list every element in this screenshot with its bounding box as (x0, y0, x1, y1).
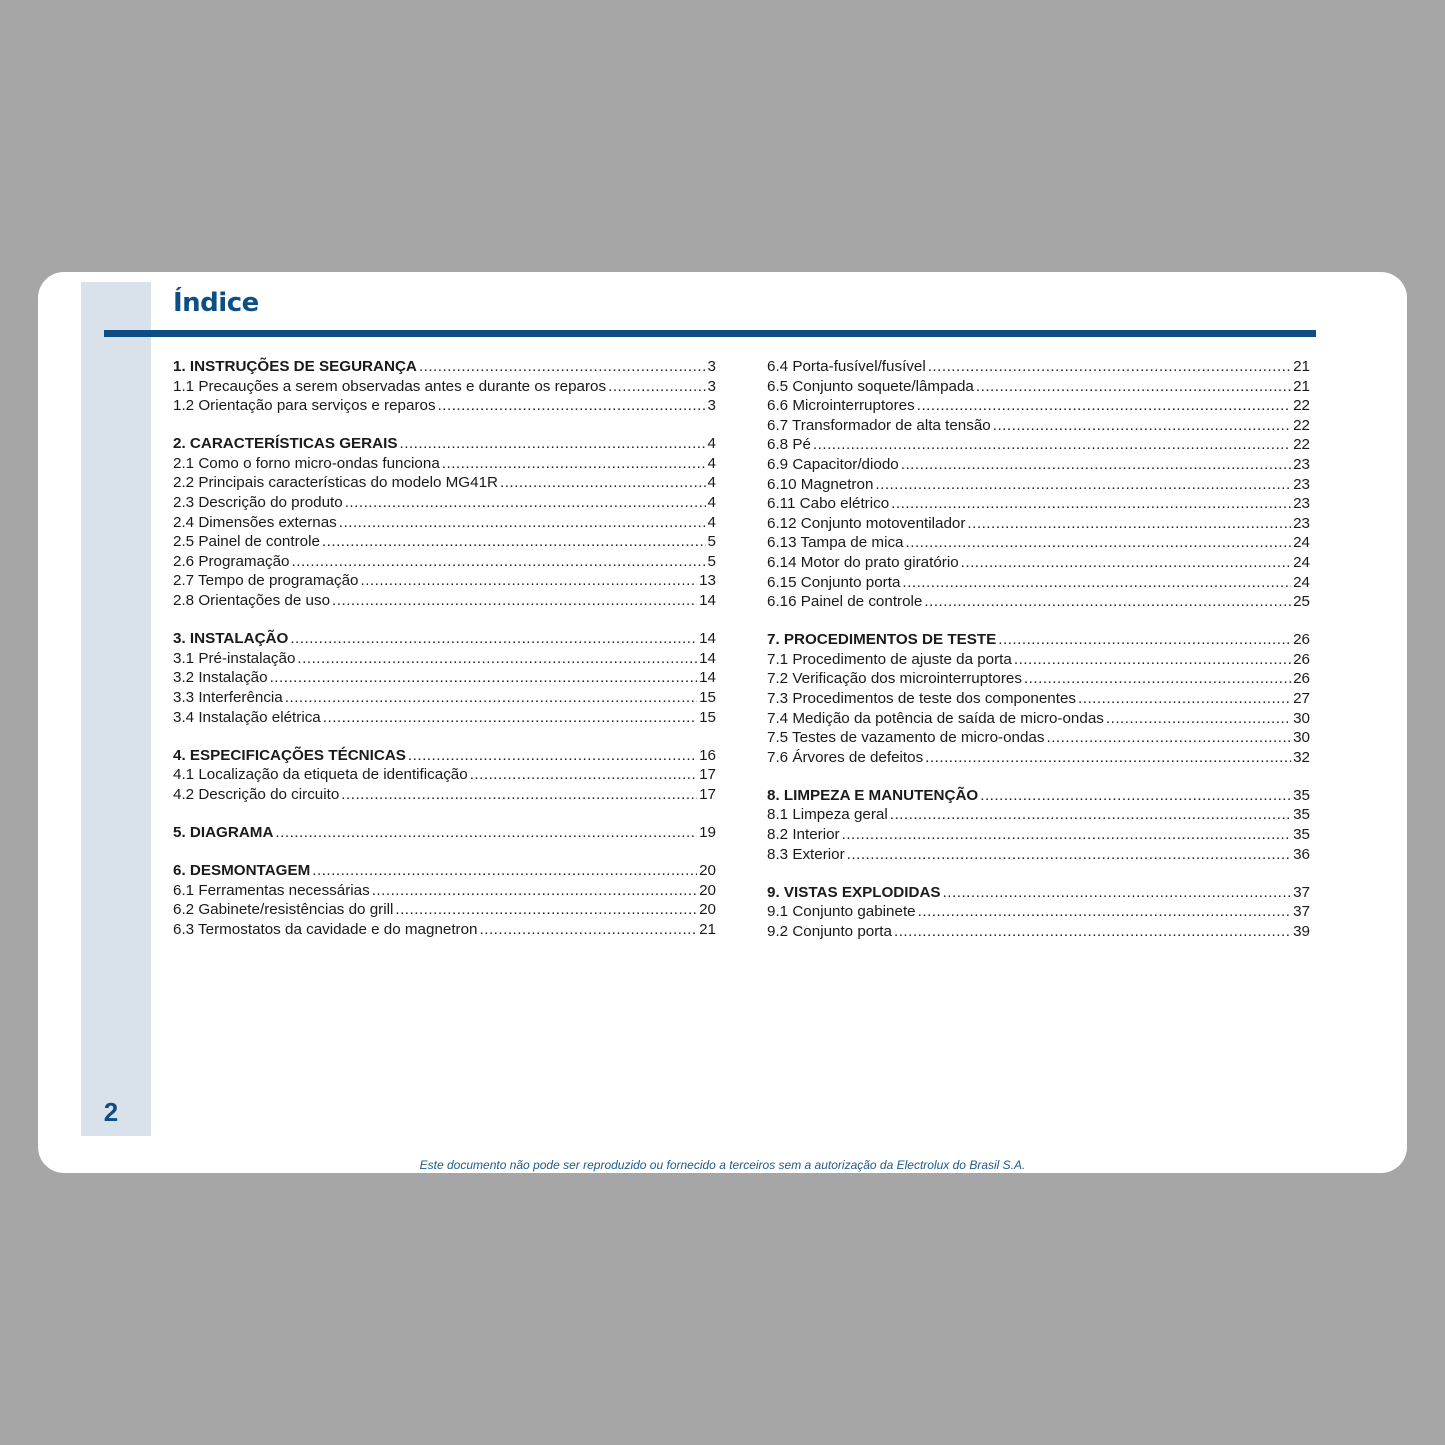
toc-section (767, 358, 1310, 613)
copyright-footer: Este documento não pode ser reproduzido ou fornecido a terceiros sem a autorização da Electrolux do Brasil S.A. (419, 1158, 1026, 1172)
dot-leader (906, 534, 1292, 551)
toc-page-number: 4 (707, 474, 716, 492)
toc-entry-label: 1. INSTRUÇÕES DE SEGURANÇA (173, 358, 417, 375)
toc-page-number: 17 (699, 785, 716, 803)
toc-page-number: 20 (699, 861, 716, 879)
toc-entry-label: 6.3 Termostatos da cavidade e do magnetron (173, 920, 478, 938)
toc-entry[interactable] (767, 495, 1310, 515)
toc-section (767, 787, 1310, 865)
dot-leader (442, 455, 706, 472)
toc-entry-label: 9. VISTAS EXPLODIDAS (767, 883, 941, 901)
toc-page-number: 17 (699, 766, 716, 784)
toc-entry-label: 6.2 Gabinete/resistências do grill (173, 901, 394, 919)
dot-leader (976, 378, 1291, 395)
toc-entry[interactable] (767, 417, 1310, 437)
toc-page-number: 24 (1293, 534, 1310, 552)
toc-entry[interactable] (173, 514, 716, 534)
toc-entry-label: 2. CARACTERÍSTICAS GERAIS (173, 435, 398, 453)
dot-leader (332, 592, 697, 609)
page-number: 2 (103, 1097, 119, 1127)
toc-entry[interactable] (767, 554, 1310, 574)
toc-section (173, 862, 716, 940)
toc-entry-label: 2.3 Descrição do produto (173, 494, 343, 512)
toc-entry[interactable] (173, 455, 716, 475)
dot-leader (813, 436, 1291, 453)
toc-page-number: 23 (1293, 475, 1310, 493)
toc-page-number: 30 (1293, 709, 1310, 727)
toc-entry[interactable] (173, 882, 716, 902)
toc-page-number: 23 (1293, 495, 1310, 513)
toc-heading[interactable] (173, 358, 716, 378)
toc-entry-label: 9.1 Conjunto gabinete (767, 903, 916, 921)
toc-entry-label: 8.3 Exterior (767, 845, 845, 863)
page-margin-band (81, 282, 151, 1136)
dot-leader (339, 514, 706, 531)
toc-page-number: 35 (1293, 786, 1310, 804)
toc-entry[interactable] (767, 806, 1310, 826)
dot-leader (360, 572, 697, 589)
toc-page-number: 13 (699, 572, 716, 590)
dot-leader (290, 630, 697, 647)
toc-entry[interactable] (173, 474, 716, 494)
toc-entry-label: 6.15 Conjunto porta (767, 573, 901, 591)
toc-page-number: 23 (1293, 455, 1310, 473)
toc-page-number: 26 (1293, 670, 1310, 688)
toc-entry[interactable] (173, 921, 716, 941)
toc-entry[interactable] (173, 709, 716, 729)
toc-page-number: 23 (1293, 514, 1310, 532)
toc-entry[interactable] (173, 669, 716, 689)
toc-page-number: 22 (1293, 416, 1310, 434)
dot-leader (891, 495, 1291, 512)
toc-entry-label: 6.4 Porta-fusível/fusível (767, 358, 926, 375)
dot-leader (967, 515, 1291, 532)
toc-entry-label: 6.12 Conjunto motoventilador (767, 514, 966, 532)
toc-page-number: 20 (699, 901, 716, 919)
toc-entry[interactable] (173, 766, 716, 786)
toc-entry[interactable] (767, 903, 1310, 923)
toc-page-number: 15 (699, 708, 716, 726)
toc-entry-label: 1.1 Precauções a serem observadas antes e durante os reparos (173, 377, 607, 395)
toc-entry[interactable] (173, 786, 716, 806)
dot-leader (1024, 670, 1291, 687)
toc-entry[interactable] (767, 670, 1310, 690)
toc-entry[interactable] (767, 710, 1310, 730)
toc-page-number: 14 (699, 649, 716, 667)
toc-entry-label: 7.6 Árvores de defeitos (767, 748, 924, 766)
toc-entry-label: 2.1 Como o forno micro-ondas funciona (173, 454, 440, 472)
toc-entry-label: 1.2 Orientação para serviços e reparos (173, 397, 436, 415)
toc-page-number: 3 (707, 377, 716, 395)
toc-page-number: 21 (1293, 377, 1310, 395)
toc-entry-label: 4.2 Descrição do circuito (173, 785, 340, 803)
toc-entry[interactable] (767, 378, 1310, 398)
toc-entry[interactable] (767, 690, 1310, 710)
toc-entry-label: 7.4 Medição da potência de saída de micro-ondas (767, 709, 1104, 727)
dot-leader (918, 903, 1291, 920)
dot-leader (1106, 710, 1291, 727)
dot-leader (917, 397, 1291, 414)
dot-leader (894, 923, 1291, 940)
toc-entry[interactable] (767, 846, 1310, 866)
toc-entry[interactable] (173, 378, 716, 398)
toc-entry-label: 8.1 Limpeza geral (767, 806, 888, 824)
toc-section (173, 747, 716, 806)
dot-leader (924, 593, 1291, 610)
toc-heading[interactable] (767, 631, 1310, 651)
toc-entry-label: 4.1 Localização da etiqueta de identificação (173, 766, 468, 784)
toc-column-left (173, 358, 716, 959)
toc-entry-label: 2.8 Orientações de uso (173, 592, 331, 610)
toc-entry-label: 6.11 Cabo elétrico (767, 495, 890, 513)
toc-entry-label: 2.4 Dimensões externas (173, 513, 337, 531)
toc-entry-label: 7.3 Procedimentos de teste dos componentes (767, 690, 1077, 707)
toc-entry-label: 3.2 Instalação (173, 669, 268, 687)
toc-entry[interactable] (767, 826, 1310, 846)
toc-page-number: 4 (707, 494, 716, 512)
toc-page-number: 14 (699, 592, 716, 610)
toc-page-number: 16 (699, 746, 716, 764)
toc-entry[interactable] (173, 553, 716, 573)
toc-section (767, 884, 1310, 943)
dot-leader (998, 631, 1291, 648)
dot-leader (312, 862, 697, 879)
dot-leader (842, 826, 1291, 843)
toc-page-number: 24 (1293, 573, 1310, 591)
toc-page-number: 21 (699, 920, 716, 938)
dot-leader (285, 689, 697, 706)
dot-leader (322, 533, 706, 550)
dot-leader (399, 435, 705, 452)
dot-leader (608, 378, 705, 395)
dot-leader (1014, 651, 1291, 668)
toc-entry-label: 3.3 Interferência (173, 688, 283, 706)
toc-page-number: 3 (707, 358, 716, 375)
toc-entry-label: 6. DESMONTAGEM (173, 861, 311, 879)
toc-page-number: 37 (1293, 903, 1310, 921)
toc-heading[interactable] (173, 862, 716, 882)
toc-heading[interactable] (173, 824, 716, 844)
dot-leader (372, 882, 697, 899)
toc-page-number: 39 (1293, 922, 1310, 940)
dot-leader (875, 476, 1291, 493)
toc-page-number: 21 (1293, 358, 1310, 375)
toc-entry[interactable] (767, 534, 1310, 554)
toc-page-number: 26 (1293, 650, 1310, 668)
toc-entry[interactable] (767, 436, 1310, 456)
toc-entry-label: 6.13 Tampa de mica (767, 534, 904, 552)
toc-entry[interactable] (173, 494, 716, 514)
toc-page-number: 35 (1293, 806, 1310, 824)
toc-page-number: 22 (1293, 397, 1310, 415)
toc-section (173, 630, 716, 728)
title-divider (104, 330, 1316, 337)
toc-entry-label: 7. PROCEDIMENTOS DE TESTE (767, 631, 997, 649)
toc-page-number: 5 (707, 552, 716, 570)
toc-entry-label: 5. DIAGRAMA (173, 823, 274, 841)
document-page (38, 272, 1407, 1173)
toc-page-number: 15 (699, 688, 716, 706)
toc-entry[interactable] (767, 749, 1310, 769)
toc-entry-label: 6.6 Microinterruptores (767, 397, 915, 415)
toc-page-number: 5 (707, 533, 716, 551)
dot-leader (1046, 729, 1291, 746)
dot-leader (438, 397, 706, 414)
dot-leader (980, 787, 1291, 804)
toc-page-number: 24 (1293, 553, 1310, 571)
toc-entry-label: 6.8 Pé (767, 436, 811, 454)
dot-leader (925, 749, 1291, 766)
dot-leader (847, 846, 1291, 863)
dot-leader (480, 921, 698, 938)
dot-leader (275, 824, 697, 841)
toc-page-number: 20 (699, 881, 716, 899)
toc-entry-label: 7.5 Testes de vazamento de micro-ondas (767, 729, 1045, 747)
toc-entry-label: 6.14 Motor do prato giratório (767, 553, 959, 571)
toc-heading[interactable] (767, 787, 1310, 807)
toc-page-number: 14 (699, 630, 716, 648)
toc-page-number: 14 (699, 669, 716, 687)
toc-section (767, 631, 1310, 768)
dot-leader (1078, 690, 1291, 707)
toc-entry-label: 6.16 Painel de controle (767, 593, 923, 611)
toc-page-number: 26 (1293, 631, 1310, 649)
toc-section (173, 435, 716, 611)
toc-entry[interactable] (767, 358, 1310, 378)
toc-page-number: 19 (699, 823, 716, 841)
dot-leader (345, 494, 706, 511)
toc-entry-label: 6.5 Conjunto soquete/lâmpada (767, 377, 974, 395)
dot-leader (292, 553, 706, 570)
toc-entry-label: 6.7 Transformador de alta tensão (767, 416, 991, 434)
dot-leader (890, 806, 1291, 823)
toc-entry[interactable] (767, 397, 1310, 417)
toc-heading[interactable] (173, 435, 716, 455)
toc-entry-label: 9.2 Conjunto porta (767, 922, 892, 940)
dot-leader (902, 574, 1291, 591)
toc-entry[interactable] (767, 574, 1310, 594)
toc-page-number: 22 (1293, 436, 1310, 454)
toc-entry[interactable] (173, 689, 716, 709)
toc-entry[interactable] (767, 515, 1310, 535)
dot-leader (270, 669, 698, 686)
toc-entry-label: 8. LIMPEZA E MANUTENÇÃO (767, 786, 979, 804)
toc-entry[interactable] (767, 729, 1310, 749)
toc-entry-label: 8.2 Interior (767, 826, 840, 844)
toc-page-number: 4 (707, 454, 716, 472)
toc-entry-label: 6.9 Capacitor/diodo (767, 455, 899, 473)
dot-leader (961, 554, 1291, 571)
toc-page-number: 27 (1293, 690, 1310, 707)
toc-page-number: 25 (1293, 593, 1310, 611)
toc-entry[interactable] (173, 650, 716, 670)
dot-leader (297, 650, 697, 667)
toc-entry[interactable] (767, 923, 1310, 943)
toc-page-number: 4 (707, 435, 716, 453)
toc-entry-label: 7.2 Verificação dos microinterruptores (767, 670, 1022, 688)
dot-leader (323, 709, 697, 726)
toc-entry[interactable] (767, 651, 1310, 671)
toc-entry[interactable] (173, 901, 716, 921)
toc-entry[interactable] (173, 572, 716, 592)
toc-page-number: 3 (707, 397, 716, 415)
toc-page-number: 36 (1293, 845, 1310, 863)
toc-entry[interactable] (767, 456, 1310, 476)
toc-entry[interactable] (173, 397, 716, 417)
dot-leader (408, 747, 697, 764)
dot-leader (928, 358, 1291, 375)
toc-column-right (767, 358, 1310, 961)
toc-entry-label: 7.1 Procedimento de ajuste da porta (767, 650, 1012, 668)
toc-entry-label: 2.7 Tempo de programação (173, 572, 359, 590)
toc-page-number: 4 (707, 513, 716, 531)
toc-entry-label: 6.1 Ferramentas necessárias (173, 881, 370, 899)
toc-entry[interactable] (767, 593, 1310, 613)
dot-leader (943, 884, 1292, 901)
toc-entry-label: 3. INSTALAÇÃO (173, 630, 289, 648)
dot-leader (993, 417, 1291, 434)
toc-entry[interactable] (173, 533, 716, 553)
toc-heading[interactable] (173, 747, 716, 767)
toc-entry-label: 2.5 Painel de controle (173, 533, 320, 551)
toc-page-number: 35 (1293, 826, 1310, 844)
toc-heading[interactable] (173, 630, 716, 650)
toc-entry[interactable] (173, 592, 716, 612)
toc-heading[interactable] (767, 884, 1310, 904)
dot-leader (901, 456, 1291, 473)
toc-entry-label: 3.4 Instalação elétrica (173, 708, 321, 726)
toc-entry-label: 2.2 Principais características do modelo MG41R (173, 474, 498, 492)
toc-entry-label: 3.1 Pré-instalação (173, 649, 296, 667)
toc-entry-label: 4. ESPECIFICAÇÕES TÉCNICAS (173, 746, 406, 764)
toc-page-number: 32 (1293, 748, 1310, 766)
toc-page-number: 37 (1293, 883, 1310, 901)
dot-leader (341, 786, 697, 803)
toc-section (173, 824, 716, 844)
toc-section (173, 358, 716, 417)
toc-entry[interactable] (767, 476, 1310, 496)
toc-entry-label: 2.6 Programação (173, 552, 290, 570)
dot-leader (419, 358, 706, 375)
toc-entry-label: 6.10 Magnetron (767, 475, 874, 493)
toc-page-number: 30 (1293, 729, 1310, 747)
dot-leader (395, 901, 697, 918)
dot-leader (500, 474, 706, 491)
dot-leader (470, 766, 697, 783)
page-title: Índice (173, 288, 259, 318)
